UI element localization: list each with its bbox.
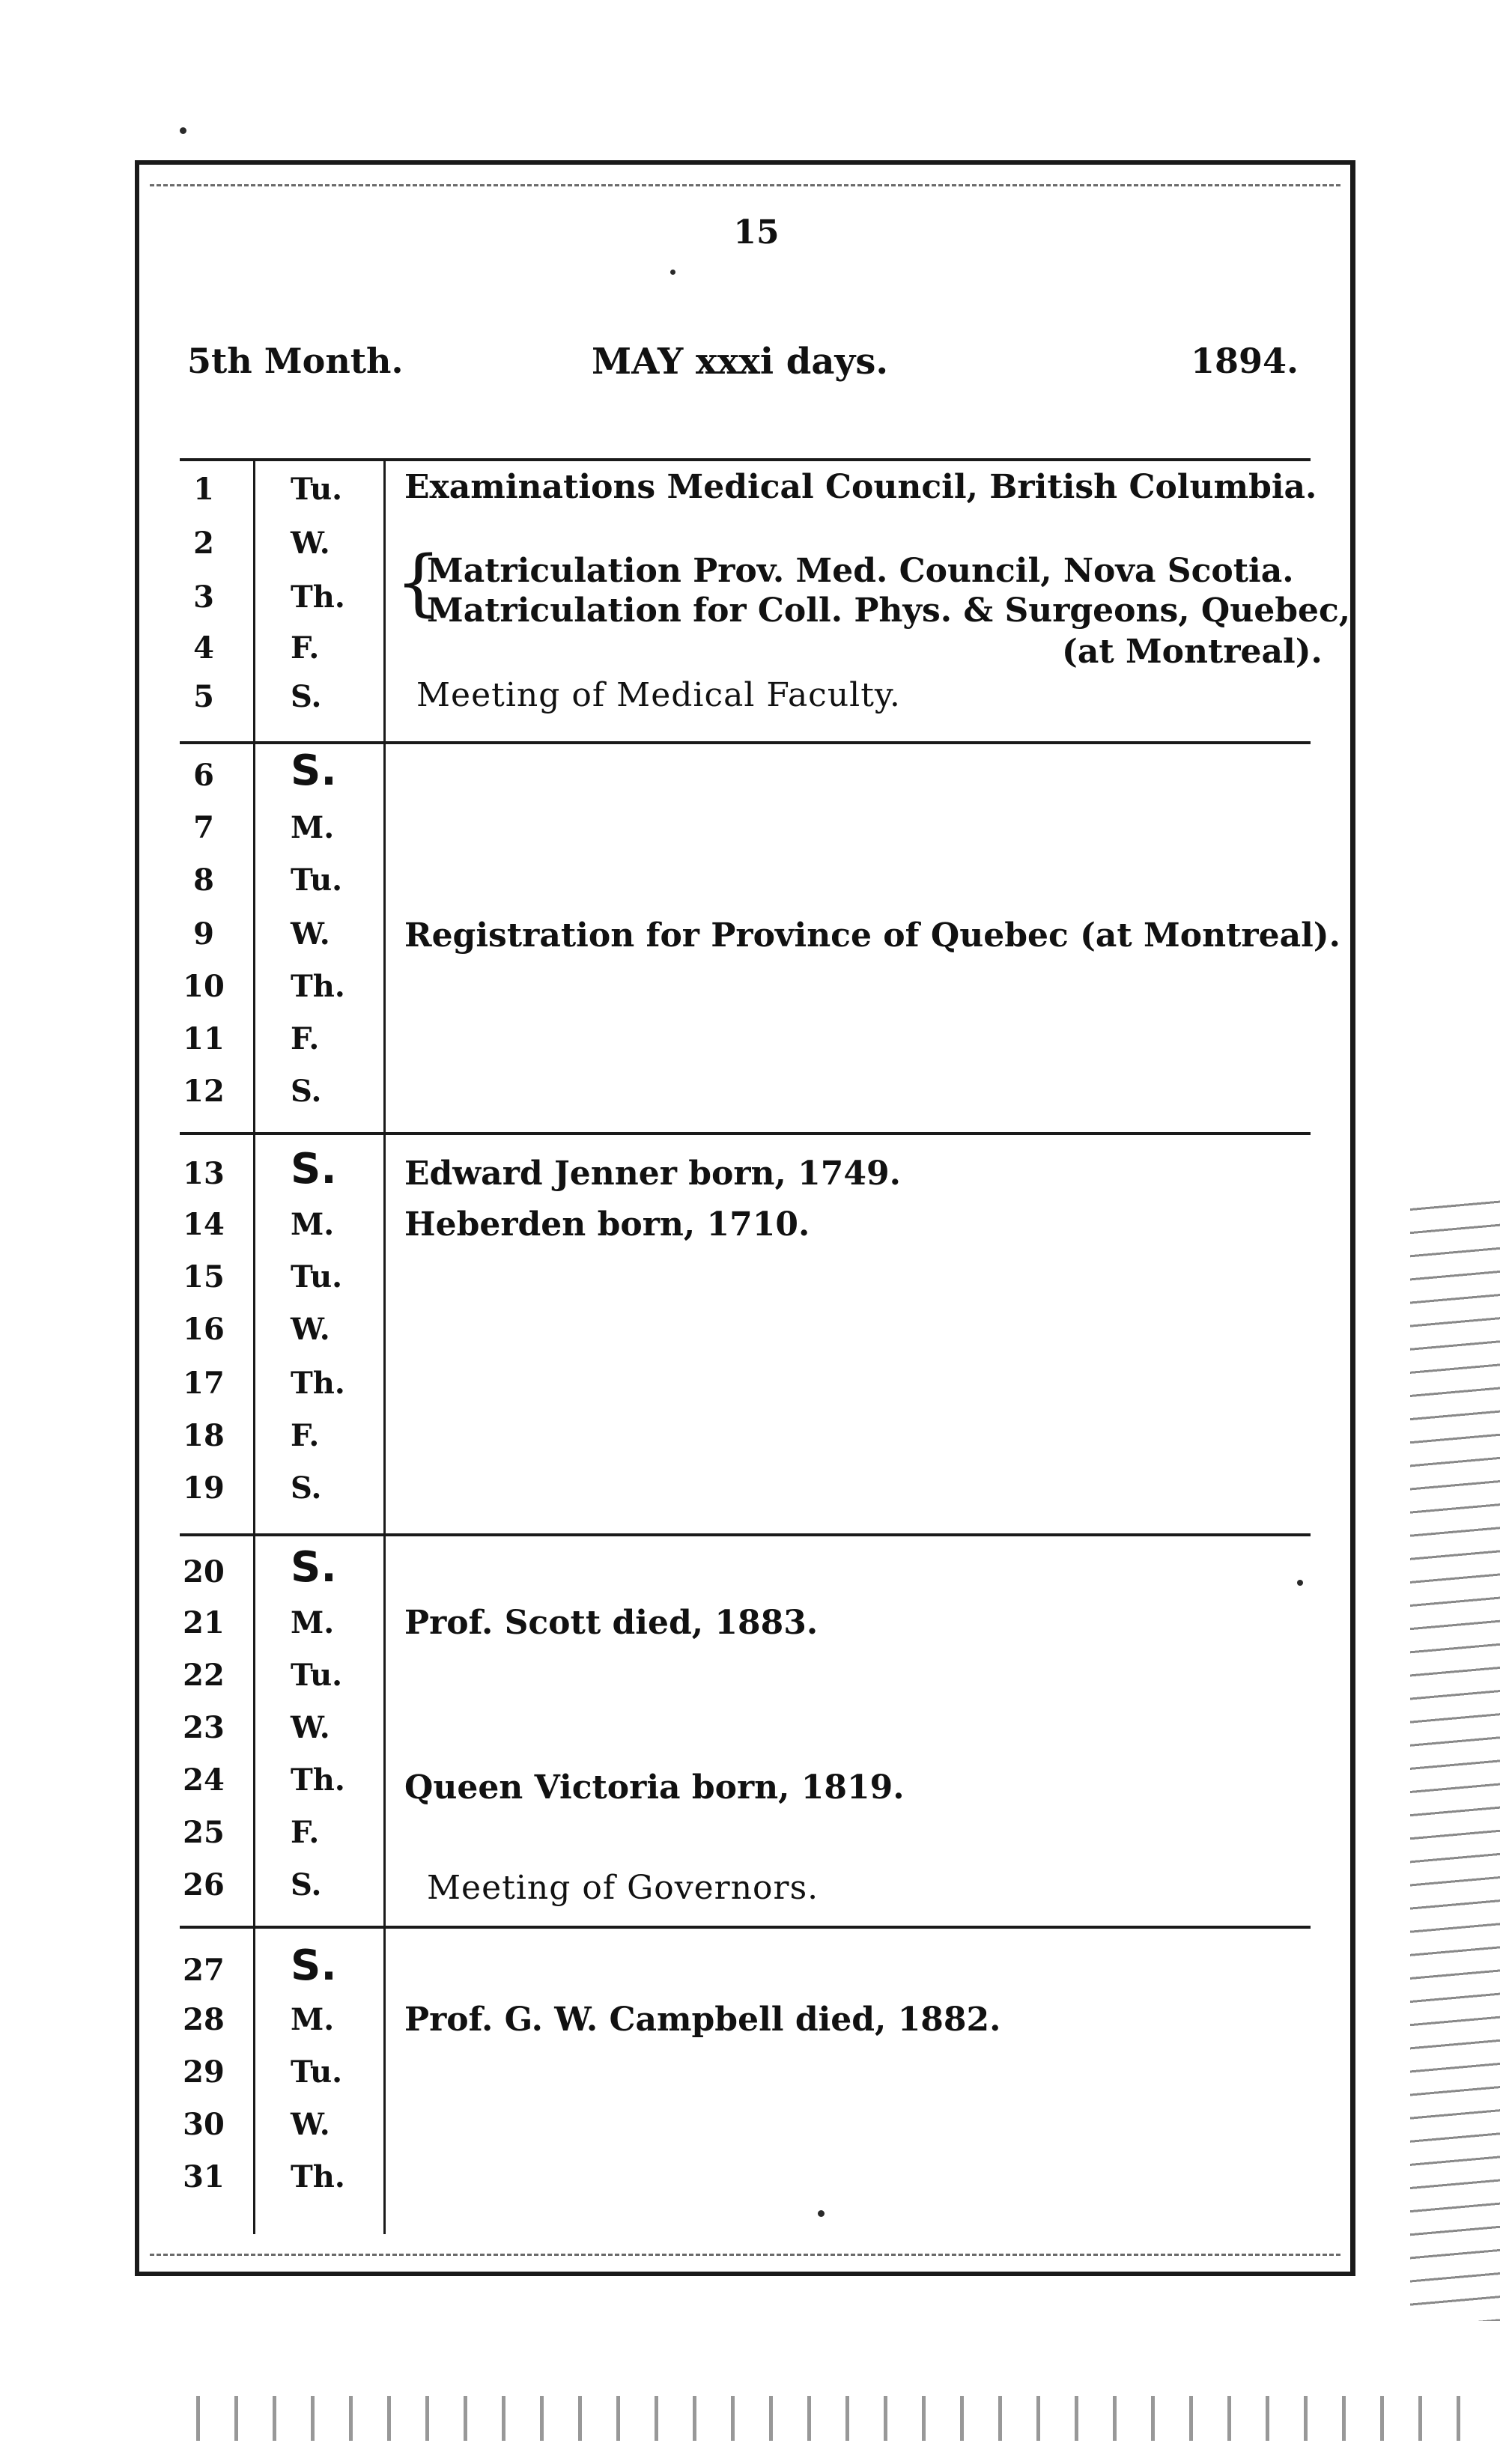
weekday-name: Th. <box>291 969 345 1004</box>
weekday-name: W. <box>291 916 330 952</box>
day-number: 12 <box>183 1074 225 1109</box>
ink-speck <box>1297 1580 1303 1586</box>
event-may-26: Meeting of Governors. <box>427 1869 819 1907</box>
event-may-3-line-1: Matriculation Prov. Med. Council, Nova Scotia. <box>427 552 1294 590</box>
month-label: 5th Month. <box>187 341 404 381</box>
day-number: 6 <box>193 758 214 793</box>
weekday-name: S. <box>291 1867 322 1902</box>
table-top-rule <box>180 458 1311 461</box>
weekday-name: F. <box>291 1418 320 1453</box>
weekday-name: M. <box>291 1605 335 1640</box>
week-divider <box>180 1132 1311 1135</box>
day-number: 28 <box>183 2002 225 2037</box>
event-may-14: Heberden born, 1710. <box>404 1205 810 1244</box>
weekday-name: S. <box>291 746 337 795</box>
weekday-name: Tu. <box>291 1658 343 1693</box>
scan-edge-noise <box>1410 1198 1500 2321</box>
inner-bottom-rule <box>150 2254 1340 2256</box>
day-number: 30 <box>183 2107 225 2142</box>
ink-speck <box>180 127 186 134</box>
scan-bottom-noise <box>180 2396 1490 2441</box>
ink-speck <box>670 270 675 275</box>
week-divider <box>180 1533 1311 1536</box>
day-number: 1 <box>193 472 214 507</box>
event-may-28: Prof. G. W. Campbell died, 1882. <box>404 2001 1001 2039</box>
event-may-3-line-2: Matriculation for Coll. Phys. & Surgeons, Quebec, <box>427 591 1351 630</box>
page-number: 15 <box>733 213 780 252</box>
day-number: 24 <box>183 1762 225 1798</box>
weekday-name: S. <box>291 1074 322 1109</box>
day-number: 27 <box>183 1953 225 1988</box>
inner-top-rule <box>150 184 1340 186</box>
day-number: 3 <box>193 580 214 615</box>
year-label: 1894. <box>1191 341 1299 381</box>
weekday-name: W. <box>291 2107 330 2142</box>
day-number: 17 <box>183 1366 225 1401</box>
day-number: 21 <box>183 1605 225 1640</box>
weekday-column-divider <box>383 458 386 2234</box>
weekday-name: Th. <box>291 2159 345 2194</box>
event-may-1: Examinations Medical Council, British Columbia. <box>404 468 1317 506</box>
day-number: 13 <box>183 1156 225 1191</box>
day-number: 14 <box>183 1207 225 1242</box>
day-number: 18 <box>183 1418 225 1453</box>
day-number: 23 <box>183 1710 225 1745</box>
weekday-name: W. <box>291 526 330 561</box>
day-number: 9 <box>193 916 214 952</box>
day-number: 11 <box>183 1021 225 1056</box>
event-may-13: Edward Jenner born, 1749. <box>404 1155 901 1193</box>
event-may-5: Meeting of Medical Faculty. <box>416 676 901 714</box>
day-number: 15 <box>183 1259 225 1295</box>
week-divider <box>180 741 1311 744</box>
weekday-name: W. <box>291 1710 330 1745</box>
day-number: 2 <box>193 526 214 561</box>
weekday-name: Tu. <box>291 863 343 898</box>
event-may-9: Registration for Province of Quebec (at Montreal). <box>404 916 1340 955</box>
day-number: 8 <box>193 863 214 898</box>
day-column-divider <box>253 458 255 2234</box>
weekday-name: S. <box>291 1941 337 1990</box>
weekday-name: S. <box>291 1145 337 1193</box>
weekday-name: M. <box>291 810 335 845</box>
weekday-name: M. <box>291 1207 335 1242</box>
day-number: 29 <box>183 2054 225 2090</box>
weekday-name: F. <box>291 630 320 666</box>
weekday-name: Tu. <box>291 472 343 507</box>
event-may-21: Prof. Scott died, 1883. <box>404 1604 819 1642</box>
weekday-name: F. <box>291 1815 320 1850</box>
event-may-3-line-3: (at Montreal). <box>1062 633 1323 671</box>
weekday-name: Tu. <box>291 2054 343 2090</box>
day-number: 4 <box>193 630 214 666</box>
event-may-24: Queen Victoria born, 1819. <box>404 1768 905 1807</box>
day-number: 26 <box>183 1867 225 1902</box>
weekday-name: Th. <box>291 1366 345 1401</box>
day-number: 25 <box>183 1815 225 1850</box>
day-number: 16 <box>183 1312 225 1347</box>
day-number: 19 <box>183 1470 225 1506</box>
month-title: MAY xxxi days. <box>592 341 889 383</box>
weekday-name: S. <box>291 1470 322 1506</box>
ink-speck <box>818 2210 825 2217</box>
day-number: 31 <box>183 2159 225 2194</box>
day-number: 22 <box>183 1658 225 1693</box>
weekday-name: W. <box>291 1312 330 1347</box>
weekday-name: Tu. <box>291 1259 343 1295</box>
week-divider <box>180 1926 1311 1929</box>
day-number: 5 <box>193 679 214 714</box>
weekday-name: S. <box>291 679 322 714</box>
day-number: 7 <box>193 810 214 845</box>
weekday-name: S. <box>291 1543 337 1592</box>
weekday-name: M. <box>291 2002 335 2037</box>
weekday-name: F. <box>291 1021 320 1056</box>
day-number: 10 <box>183 969 225 1004</box>
weekday-name: Th. <box>291 1762 345 1798</box>
day-number: 20 <box>183 1554 225 1590</box>
brace: { <box>395 541 442 624</box>
weekday-name: Th. <box>291 580 345 615</box>
